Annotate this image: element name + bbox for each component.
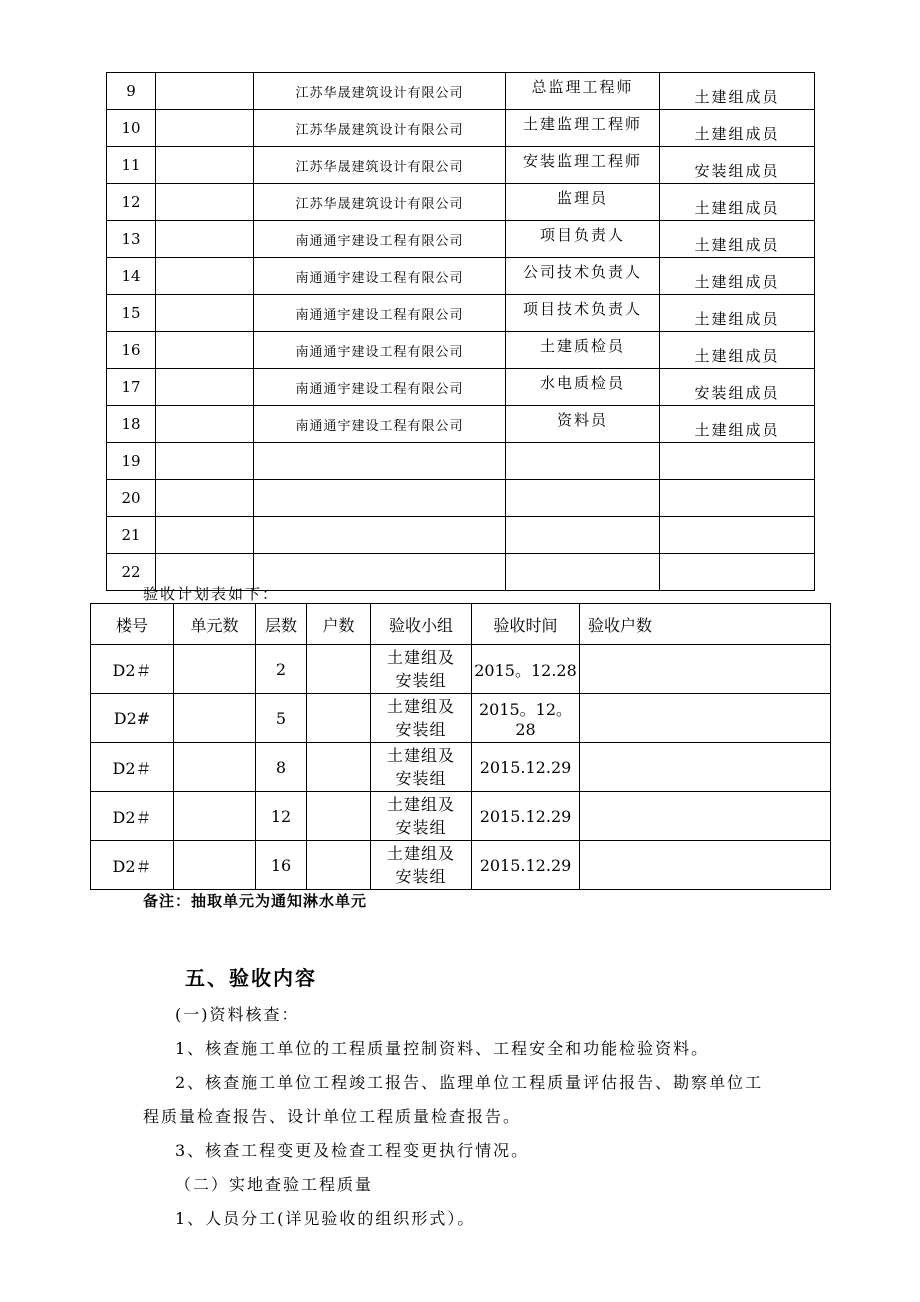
plan-count: [580, 645, 831, 694]
plan-group-line-1: 土建组及: [386, 746, 455, 765]
personnel-number: 21: [107, 517, 156, 554]
personnel-group: 土建组成员: [660, 221, 815, 258]
personnel-row: [107, 517, 815, 554]
plan-floor: 8: [256, 743, 307, 792]
plan-count: [580, 743, 831, 792]
plan-floor: 12: [256, 792, 307, 841]
personnel-role: 项目技术负责人: [506, 295, 660, 332]
personnel-group: 土建组成员: [660, 332, 815, 369]
personnel-number: 10: [107, 110, 156, 147]
header-count: 验收户数: [580, 604, 831, 645]
plan-households: [307, 645, 371, 694]
plan-date: 2015.12.29: [472, 841, 580, 890]
personnel-organization: 江苏华晟建筑设计有限公司: [254, 184, 506, 221]
personnel-organization: 江苏华晟建筑设计有限公司: [254, 110, 506, 147]
plan-households: [307, 792, 371, 841]
plan-row: [91, 743, 831, 792]
paragraph-item-3: 3、核查工程变更及检查工程变更执行情况。: [175, 1141, 530, 1160]
plan-households: [307, 841, 371, 890]
plan-building: D2＃: [91, 645, 174, 694]
plan-group: [371, 792, 472, 841]
plan-group: [371, 841, 472, 890]
personnel-table: [106, 72, 815, 591]
personnel-number: 9: [107, 73, 156, 110]
plan-row: [91, 792, 831, 841]
personnel-row: [107, 406, 815, 443]
header-date: 验收时间: [472, 604, 580, 645]
personnel-group: 安装组成员: [660, 147, 815, 184]
personnel-row: [107, 480, 815, 517]
personnel-role: 项目负责人: [506, 221, 660, 258]
personnel-organization: 江苏华晟建筑设计有限公司: [254, 73, 506, 110]
personnel-group: 土建组成员: [660, 110, 815, 147]
plan-count: [580, 841, 831, 890]
personnel-role: [506, 554, 660, 591]
personnel-row: [107, 258, 815, 295]
section-title: 五、验收内容: [185, 966, 317, 990]
personnel-role: 资料员: [506, 406, 660, 443]
plan-units: [174, 792, 256, 841]
personnel-organization: 南通通宇建设工程有限公司: [254, 406, 506, 443]
personnel-role: [506, 443, 660, 480]
personnel-role: 土建质检员: [506, 332, 660, 369]
header-units: 单元数: [174, 604, 256, 645]
personnel-row: [107, 110, 815, 147]
personnel-number: 19: [107, 443, 156, 480]
personnel-role: [506, 517, 660, 554]
personnel-row: [107, 332, 815, 369]
personnel-name: [156, 332, 254, 369]
plan-group-line-2: 安装组: [395, 818, 447, 837]
header-building: 楼号: [91, 604, 174, 645]
plan-units: [174, 645, 256, 694]
plan-households: [307, 743, 371, 792]
personnel-name: [156, 517, 254, 554]
personnel-row: [107, 221, 815, 258]
personnel-role: 公司技术负责人: [506, 258, 660, 295]
plan-date: 2015。12.28: [472, 645, 580, 694]
plan-group-line-2: 安装组: [395, 671, 447, 690]
personnel-number: 12: [107, 184, 156, 221]
plan-group: [371, 645, 472, 694]
personnel-group: [660, 554, 815, 591]
personnel-group: 安装组成员: [660, 369, 815, 406]
plan-households: [307, 694, 371, 743]
plan-building: D2＃: [91, 792, 174, 841]
personnel-name: [156, 184, 254, 221]
header-group: 验收小组: [371, 604, 472, 645]
personnel-name: [156, 258, 254, 295]
personnel-organization: 南通通宇建设工程有限公司: [254, 369, 506, 406]
personnel-role: 监理员: [506, 184, 660, 221]
plan-building: D2#: [91, 694, 174, 743]
paragraph-item-2-line-2: 程质量检查报告、设计单位工程质量检查报告。: [143, 1107, 522, 1126]
personnel-number: 17: [107, 369, 156, 406]
plan-building: D2＃: [91, 743, 174, 792]
personnel-name: [156, 406, 254, 443]
personnel-group: 土建组成员: [660, 73, 815, 110]
personnel-name: [156, 295, 254, 332]
plan-building: D2＃: [91, 841, 174, 890]
subsection-materials-check: (一)资料核查：: [175, 1005, 300, 1024]
plan-group-line-1: 土建组及: [386, 697, 455, 716]
plan-count: [580, 792, 831, 841]
paragraph-item-4: 1、人员分工(详见验收的组织形式）。: [175, 1209, 476, 1228]
plan-group-line-2: 安装组: [395, 867, 447, 886]
plan-count: [580, 694, 831, 743]
personnel-number: 13: [107, 221, 156, 258]
personnel-number: 22: [107, 554, 156, 591]
personnel-group: [660, 480, 815, 517]
personnel-number: 16: [107, 332, 156, 369]
personnel-organization: [254, 480, 506, 517]
plan-units: [174, 743, 256, 792]
plan-group-line-1: 土建组及: [386, 795, 455, 814]
plan-group-line-2: 安装组: [395, 720, 447, 739]
plan-caption: 验收计划表如下：: [143, 585, 280, 603]
personnel-number: 11: [107, 147, 156, 184]
plan-units: [174, 694, 256, 743]
plan-date: 2015。12。28: [472, 694, 580, 743]
personnel-organization: [254, 517, 506, 554]
plan-floor: 16: [256, 841, 307, 890]
personnel-organization: 江苏华晟建筑设计有限公司: [254, 147, 506, 184]
personnel-row: [107, 73, 815, 110]
paragraph-item-1: 1、核查施工单位的工程质量控制资料、工程安全和功能检验资料。: [175, 1039, 710, 1058]
subsection-site-inspection: （二）实地查验工程质量: [175, 1175, 374, 1194]
paragraph-item-2-line-1: 2、核查施工单位工程竣工报告、监理单位工程质量评估报告、勘察单位工: [175, 1073, 764, 1092]
personnel-name: [156, 73, 254, 110]
plan-units: [174, 841, 256, 890]
personnel-number: 20: [107, 480, 156, 517]
personnel-group: 土建组成员: [660, 258, 815, 295]
personnel-group: 土建组成员: [660, 406, 815, 443]
plan-row: [91, 694, 831, 743]
personnel-name: [156, 221, 254, 258]
personnel-organization: [254, 443, 506, 480]
personnel-row: [107, 443, 815, 480]
personnel-group: [660, 443, 815, 480]
personnel-role: 安装监理工程师: [506, 147, 660, 184]
personnel-group: 土建组成员: [660, 184, 815, 221]
personnel-name: [156, 147, 254, 184]
note: 备注：抽取单元为通知淋水单元: [143, 892, 368, 910]
personnel-name: [156, 443, 254, 480]
personnel-number: 14: [107, 258, 156, 295]
personnel-row: [107, 295, 815, 332]
personnel-name: [156, 110, 254, 147]
personnel-organization: 南通通宇建设工程有限公司: [254, 295, 506, 332]
plan-header-row: [91, 604, 831, 645]
personnel-role: [506, 480, 660, 517]
plan-date: 2015.12.29: [472, 743, 580, 792]
personnel-number: 18: [107, 406, 156, 443]
plan-row: [91, 645, 831, 694]
plan-group: [371, 694, 472, 743]
plan-group: [371, 743, 472, 792]
acceptance-plan-table: [90, 603, 831, 890]
personnel-number: 15: [107, 295, 156, 332]
personnel-role: 总监理工程师: [506, 73, 660, 110]
plan-floor: 2: [256, 645, 307, 694]
personnel-row: [107, 147, 815, 184]
header-floor: 层数: [256, 604, 307, 645]
personnel-name: [156, 480, 254, 517]
personnel-row: [107, 184, 815, 221]
plan-date: 2015.12.29: [472, 792, 580, 841]
plan-row: [91, 841, 831, 890]
personnel-role: 水电质检员: [506, 369, 660, 406]
personnel-group: 土建组成员: [660, 295, 815, 332]
personnel-organization: 南通通宇建设工程有限公司: [254, 258, 506, 295]
personnel-name: [156, 369, 254, 406]
plan-group-line-2: 安装组: [395, 769, 447, 788]
personnel-row: [107, 369, 815, 406]
personnel-organization: [254, 554, 506, 591]
plan-group-line-1: 土建组及: [386, 648, 455, 667]
personnel-organization: 南通通宇建设工程有限公司: [254, 221, 506, 258]
personnel-group: [660, 517, 815, 554]
personnel-organization: 南通通宇建设工程有限公司: [254, 332, 506, 369]
plan-floor: 5: [256, 694, 307, 743]
personnel-role: 土建监理工程师: [506, 110, 660, 147]
header-households: 户数: [307, 604, 371, 645]
plan-group-line-1: 土建组及: [386, 844, 455, 863]
